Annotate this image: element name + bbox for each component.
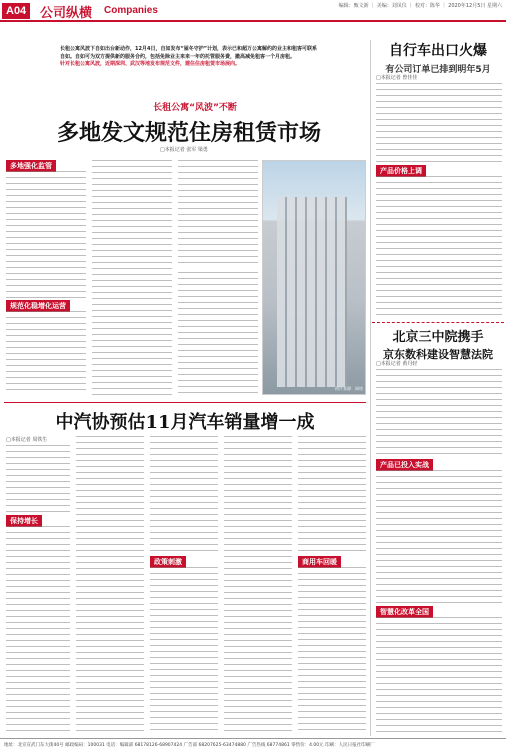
auto-body-col5b (298, 567, 366, 734)
auto-body-col5 (298, 436, 366, 554)
subhead-2: 规范化稳增化运营 (6, 300, 70, 312)
lead-byline: □本报记者 张军 梁勇 (160, 147, 208, 153)
right-article-1-body-2 (376, 176, 502, 318)
right-article-2-subhead-1: 产品已投入实战 (376, 459, 433, 471)
right-article-2-body-2 (376, 470, 502, 604)
right-article-2-title: 北京三中院携手 (392, 330, 484, 345)
right-article-2-subhead-2: 智慧化改革全国 (376, 606, 433, 618)
right-article-2-header (372, 326, 504, 362)
photo-credit: 图片来源：网络 (335, 386, 363, 391)
column-rule (370, 40, 371, 736)
apartment-photo (262, 160, 366, 395)
right-article-1-body (376, 83, 502, 163)
right-article-1-title: 自行车出口火爆 (389, 43, 487, 59)
auto-body-col2 (76, 436, 144, 734)
page-footer: 地址：北京宣武门东大街40号 邮政编码：100031 电话：编辑部 68178126-68907424 广告部 68207625-63474880 广告热线 68774861 零售价：4.00元 印刷：人民日报社印刷厂 (0, 738, 506, 750)
page-header (0, 0, 506, 22)
lead-body-col1b (6, 311, 86, 395)
right-article-1-header (372, 40, 504, 75)
section-title-en: Companies (104, 5, 158, 16)
lead-body-col3 (178, 160, 258, 268)
right-article-1-byline: □本报记者 曾佳佳 (376, 75, 418, 81)
lead-title: 多地发文规范住房租赁市场 (56, 120, 321, 146)
divider-auto (4, 402, 366, 403)
auto-body-col1b (6, 526, 70, 734)
divider-right (372, 322, 504, 323)
auto-body-col1 (6, 445, 70, 513)
subhead-1: 多地强化监管 (6, 160, 56, 172)
right-article-1-subtitle: 有公司订单已排到明年5月 (385, 65, 491, 75)
section-title: 公司纵横 (40, 6, 93, 21)
right-article-2-byline: □本报记者 黄丹轻 (376, 361, 418, 367)
auto-article-title: 中汽协预估11月汽车销量增一成 (55, 412, 315, 433)
building-image (277, 197, 347, 387)
auto-subhead-1: 保持增长 (6, 515, 42, 527)
lead-body-col1 (6, 171, 86, 299)
right-article-2-body (376, 369, 502, 457)
right-article-2-body-3 (376, 617, 502, 735)
auto-article-byline: □本报记者 周铁生 (6, 437, 48, 443)
lead-body-col2 (92, 160, 172, 395)
right-article-1-subhead: 产品价格上调 (376, 165, 426, 177)
auto-subhead-2: 政策刺激 (150, 556, 186, 568)
lead-summary: 长租公寓风波下自如出台新动作，12月4日，自如发布“屋冬守护”计划，表示已和超万公寓解约的业主和租客可联系自如。自如可为双方提供新的服务合约，包括免除业主来来一年的托管服务费，撤高减免租客一个月房租。 针对长租公寓风波，近期深圳、武汉等地发布规范文件，建住住房租赁市场展向。 (60, 46, 318, 67)
lead-body-col3b (178, 272, 258, 395)
auto-subhead-3: 商用车回暖 (298, 556, 341, 568)
auto-body-col3 (150, 436, 218, 554)
header-info: 编辑：甄文新 ｜ 美编：刘凤仪 ｜ 校对：陈华 ｜ 2020年12月5日 星期六 (338, 3, 502, 9)
right-article-2-subtitle: 京东数科建设智慧法院 (383, 348, 493, 361)
lead-kicker: 长租公寓“风波”不断 (153, 103, 237, 113)
auto-body-col3b (150, 567, 218, 734)
auto-body-col4 (224, 436, 292, 734)
page-number: A04 (2, 3, 30, 19)
